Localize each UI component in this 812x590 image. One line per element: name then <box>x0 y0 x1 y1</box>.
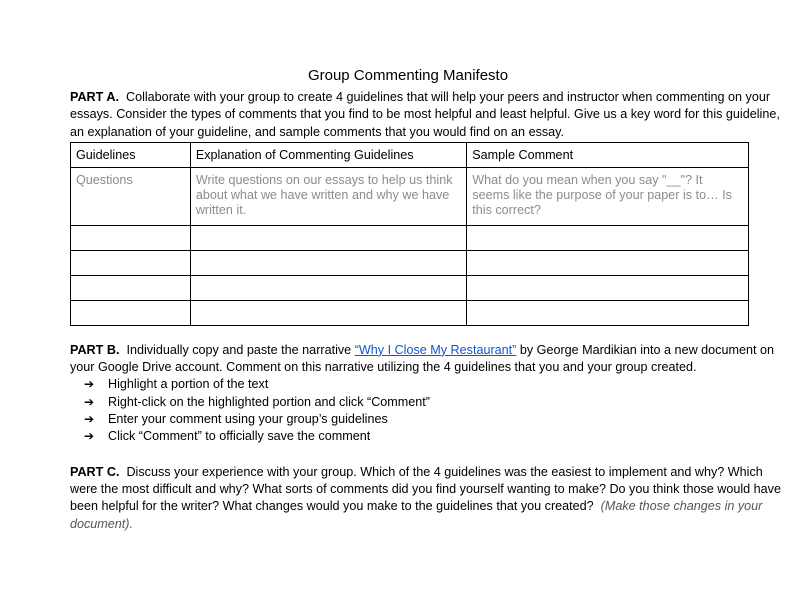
empty-cell[interactable] <box>190 250 466 275</box>
empty-cell[interactable] <box>71 250 191 275</box>
header-sample-comment: Sample Comment <box>467 142 749 167</box>
cell-guideline-sample[interactable]: Questions <box>71 167 191 225</box>
empty-cell[interactable] <box>467 300 749 325</box>
list-item <box>84 376 782 393</box>
arrow-right-icon: ➔ <box>84 377 95 392</box>
arrow-right-icon: ➔ <box>84 394 95 409</box>
empty-cell[interactable] <box>71 225 191 250</box>
arrow-right-icon: ➔ <box>84 429 95 444</box>
part-b-steps-list <box>70 376 782 445</box>
empty-cell[interactable] <box>71 300 191 325</box>
step-text: Highlight a portion of the text <box>108 377 269 392</box>
document-title: Group Commenting Manifesto <box>307 67 509 84</box>
empty-cell[interactable] <box>467 275 749 300</box>
empty-cell[interactable] <box>467 225 749 250</box>
list-item <box>84 411 782 428</box>
narrative-link[interactable]: “Why I Close My Restaurant” <box>354 342 517 357</box>
part-b-label: PART B. <box>70 342 120 357</box>
part-c-italic-note: (Make those changes in your document). <box>70 499 763 531</box>
document-page <box>70 66 782 533</box>
table-row <box>71 167 749 225</box>
table-row <box>71 275 749 300</box>
part-c-text: Discuss your experience with your group. Which of the 4 guidelines was the easiest to implement and why? Which were the most difficult and why? What sorts of comments did you find yourself wanting to make? Do you think those would have been helpful for the writer? What changes would you make to the guidelines that you created? <box>70 464 781 514</box>
part-a-text: Collaborate with your group to create 4 guidelines that will help your peers and instructor when commenting on your essays. Consider the types of comments that you find to be most helpful and least helpful. Give us a key word for this guideline, an explanation of your guideline, and sample comments that you would find on an essay. <box>70 90 780 139</box>
part-a-label: PART A. <box>70 90 119 104</box>
empty-cell[interactable] <box>467 250 749 275</box>
part-c-label: PART C. <box>70 464 120 479</box>
guidelines-table <box>70 142 749 326</box>
table-row <box>71 250 749 275</box>
table-header-row <box>71 142 749 167</box>
cell-comment-sample[interactable]: What do you mean when you say "__"? It seems like the purpose of your paper is to… Is this correct? <box>467 167 749 225</box>
empty-cell[interactable] <box>190 300 466 325</box>
header-guidelines: Guidelines <box>71 142 191 167</box>
list-item <box>84 394 782 411</box>
part-b-paragraph <box>70 342 782 377</box>
part-c-paragraph <box>70 464 782 533</box>
part-b-text-before: Individually copy and paste the narrative <box>126 342 355 357</box>
empty-cell[interactable] <box>190 275 466 300</box>
table-row <box>71 300 749 325</box>
part-b-text-after: by George Mardikian into a new document on your Google Drive account. Comment on this narrative utilizing the 4 guidelines that you and your group created. <box>70 342 774 375</box>
empty-cell[interactable] <box>190 225 466 250</box>
empty-cell[interactable] <box>71 275 191 300</box>
step-text: Enter your comment using your group’s guidelines <box>108 412 388 427</box>
step-text: Right-click on the highlighted portion and click “Comment” <box>108 394 430 409</box>
header-explanation: Explanation of Commenting Guidelines <box>190 142 466 167</box>
step-text: Click “Comment” to officially save the comment <box>108 429 371 444</box>
arrow-right-icon: ➔ <box>84 412 95 427</box>
table-row <box>71 225 749 250</box>
part-a-paragraph <box>70 89 782 141</box>
cell-explanation-sample[interactable]: Write questions on our essays to help us think about what we have written and why we have written it. <box>190 167 466 225</box>
list-item <box>84 428 782 445</box>
